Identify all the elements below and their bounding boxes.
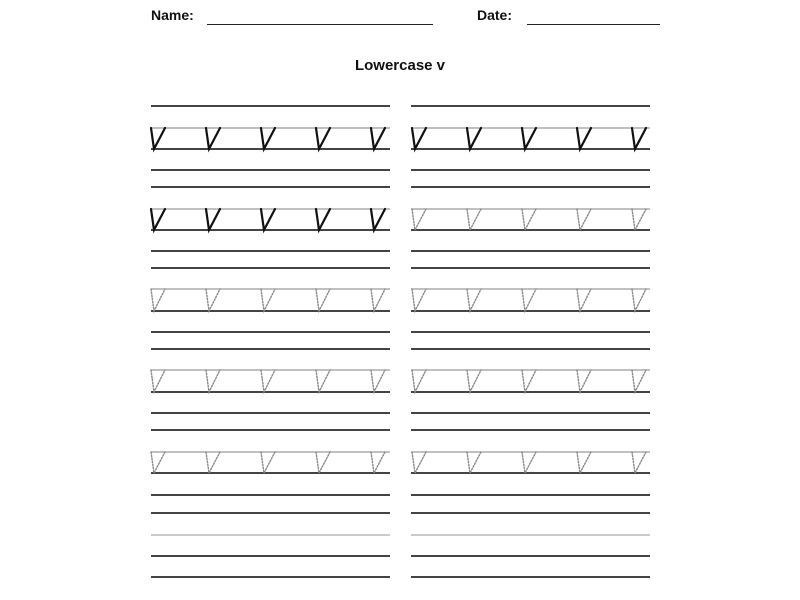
letter-v-trace [316,452,330,473]
letter-v-trace [151,289,165,311]
letter-v-example [206,128,220,149]
letter-v-trace [522,370,536,392]
letter-v-trace [467,209,481,230]
name-label: Name: [151,7,194,23]
letter-v-trace [577,209,591,230]
letter-v-trace [467,289,481,311]
letter-v-example [371,128,385,149]
letter-v-trace [371,452,385,473]
letter-v-trace [261,452,275,473]
letter-v-trace [151,452,165,473]
practice-column-2 [411,106,650,577]
letter-v-trace [577,452,591,473]
letter-v-trace [577,289,591,311]
letter-v-trace [261,370,275,392]
letter-v-example [261,209,275,230]
letter-v-example [412,128,426,149]
letter-v-trace [316,370,330,392]
letter-v-trace [522,209,536,230]
letter-v-trace [467,370,481,392]
letter-v-example [632,128,646,149]
letter-v-trace [522,452,536,473]
letter-v-example [371,209,385,230]
letter-v-trace [206,289,220,311]
worksheet-title: Lowercase v [354,57,446,74]
letter-v-example [522,128,536,149]
letter-v-example [151,128,165,149]
letter-v-example [206,209,220,230]
letter-v-example [467,128,481,149]
letter-v-trace [316,289,330,311]
letter-v-example [577,128,591,149]
letter-v-trace [412,370,426,392]
letter-v-example [316,209,330,230]
letter-v-trace [577,370,591,392]
letter-v-trace [206,370,220,392]
letter-v-trace [632,370,646,392]
letter-v-trace [522,289,536,311]
letter-v-trace [371,289,385,311]
letter-v-example [261,128,275,149]
letter-v-trace [632,209,646,230]
letter-v-trace [412,289,426,311]
letter-v-trace [412,452,426,473]
letter-v-trace [151,370,165,392]
letter-v-trace [632,452,646,473]
date-label: Date: [477,7,513,23]
letter-v-example [151,209,165,230]
letter-v-trace [371,370,385,392]
letter-v-trace [206,452,220,473]
practice-column-1 [151,106,390,577]
letter-v-trace [632,289,646,311]
letter-v-trace [467,452,481,473]
letter-v-example [316,128,330,149]
letter-v-trace [412,209,426,230]
letter-v-trace [261,289,275,311]
